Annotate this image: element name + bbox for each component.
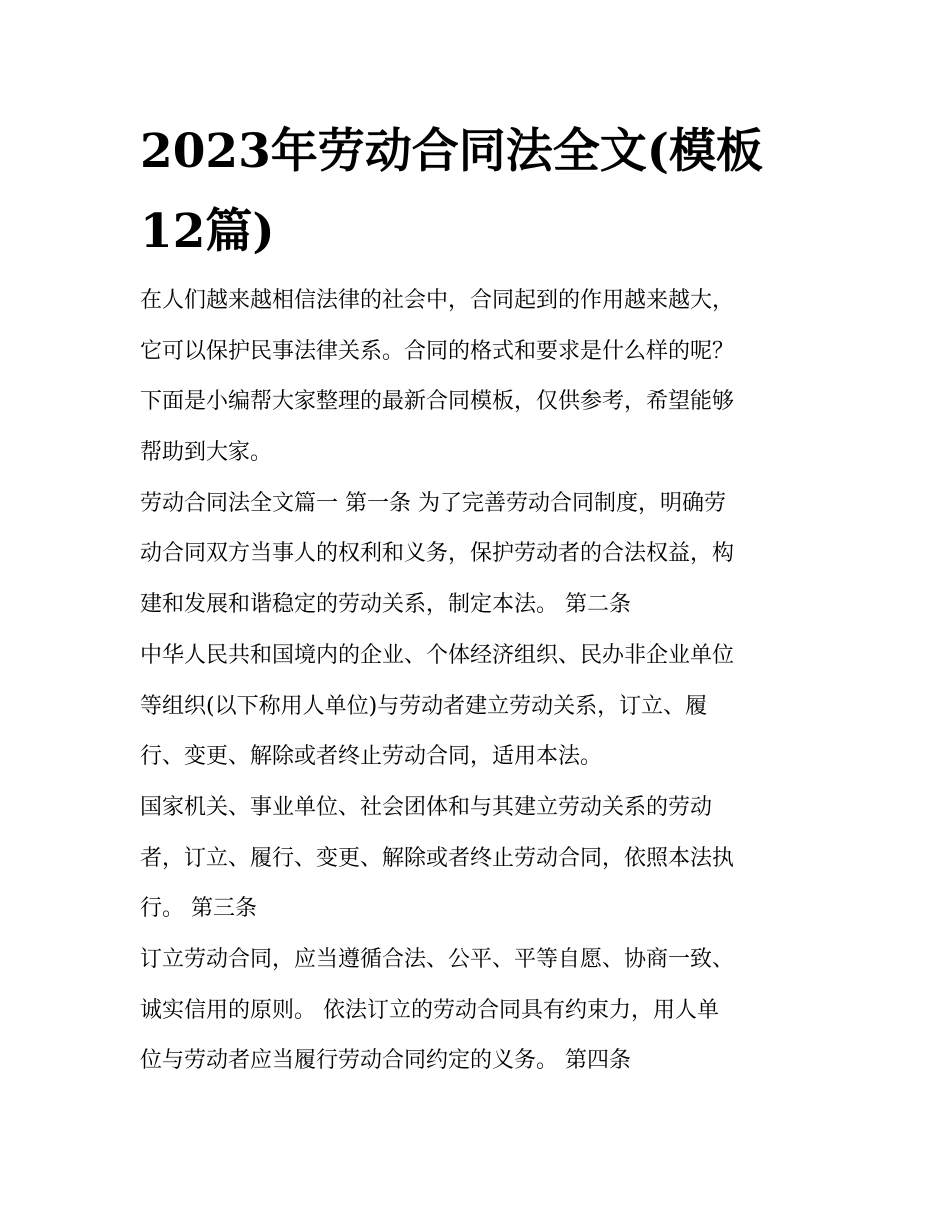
body-line: 者，订立、履行、变更、解除或者终止劳动合同，依照本法执 [140, 845, 735, 871]
body-line: 订立劳动合同，应当遵循合法、公平、平等自愿、协商一致、 [140, 946, 735, 972]
body-line: 诚实信用的原则。 依法订立的劳动合同具有约束力，用人单 [140, 997, 719, 1023]
body-line: 劳动合同法全文篇一 第一条 为了完善劳动合同制度，明确劳 [140, 490, 726, 516]
title-line-2: 12篇) [140, 204, 275, 259]
body-line: 它可以保护民事法律关系。合同的格式和要求是什么样的呢？ [140, 338, 735, 364]
title-line-1: 2023年劳动合同法全文(模板 [140, 124, 764, 179]
body-line: 行。 第三条 [140, 896, 257, 922]
body-line: 行、变更、解除或者终止劳动合同，适用本法。 [140, 744, 603, 770]
body-line: 帮助到大家。 [140, 440, 273, 466]
body-line: 动合同双方当事人的权利和义务，保护劳动者的合法权益，构 [140, 541, 735, 567]
body-line: 下面是小编帮大家整理的最新合同模板，仅供参考，希望能够 [140, 389, 735, 415]
document-body [140, 276, 820, 1087]
body-line: 建和发展和谐稳定的劳动关系，制定本法。 第二条 [140, 592, 631, 618]
body-line: 在人们越来越相信法律的社会中，合同起到的作用越来越大， [140, 288, 735, 313]
body-line: 国家机关、事业单位、社会团体和与其建立劳动关系的劳动 [140, 794, 713, 820]
body-line: 中华人民共和国境内的企业、个体经济组织、民办非企业单位 [140, 642, 735, 668]
body-line: 位与劳动者应当履行劳动合同约定的义务。 第四条 [140, 1048, 631, 1074]
body-line: 等组织(以下称用人单位)与劳动者建立劳动关系，订立、履 [140, 693, 708, 719]
document-title [140, 112, 820, 272]
